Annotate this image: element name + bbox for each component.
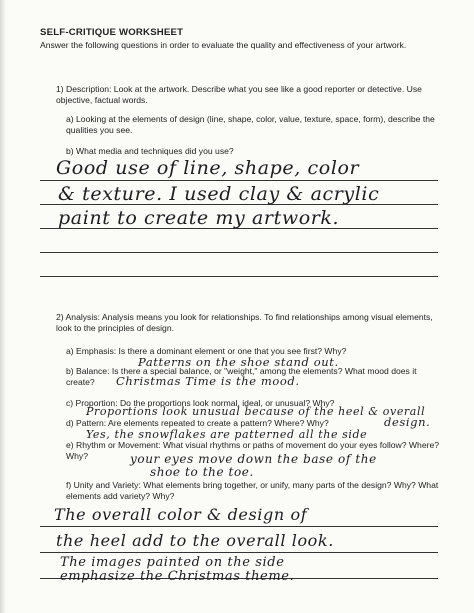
q2-b-answer: Christmas Time is the mood.: [116, 374, 300, 388]
worksheet-intro: Answer the following questions in order to evaluate the quality and effectiveness of your artwork.: [40, 40, 407, 50]
answer-line: [40, 552, 438, 553]
q2-d-answer-2: Yes, the snowflakes are patterned all the side: [86, 428, 368, 441]
q1-prompt: 1) Description: Look at the artwork. Describe what you see like a good reporter or detective. Use objective, factual words.: [56, 84, 422, 105]
q2-b-prompt: b) Balance: Is there a special balance, or "weight," among the elements? What mood does it create?: [66, 366, 417, 387]
q2-c-answer: Proportions look unusual because of the heel & overall: [86, 405, 426, 418]
q2-f-answer-line-4: emphasize the Christmas theme.: [60, 569, 295, 584]
q2-f-answer-line-2: the heel add to the overall look.: [56, 531, 334, 550]
q2-a-prompt: a) Emphasis: Is there a dominant element or one that you see first? Why?: [66, 346, 347, 356]
q1-answer-line-3: paint to create my artwork.: [58, 207, 340, 229]
scan-shadow-edge: [0, 0, 6, 613]
worksheet-title: SELF-CRITIQUE WORKSHEET: [40, 27, 184, 38]
q2-f-answer-line-3: The images painted on the side: [60, 555, 285, 570]
q1-answer-line-1: Good use of line, shape, color: [56, 157, 360, 179]
answer-line: [40, 252, 438, 253]
q1-answer-line-2: & texture. I used clay & acrylic: [58, 183, 380, 205]
q2-e-prompt: e) Rhythm or Movement: What visual rhythms or paths of movement do your eyes follow? Where? Why?: [66, 440, 440, 461]
q2-d-prompt: d) Pattern: Are elements repeated to create a pattern? Where? Why?: [66, 418, 329, 428]
q2-prompt: 2) Analysis: Analysis means you look for relationships. To find relationships among visual elements, look to the principles of design.: [56, 312, 433, 333]
q2-e-answer-1: your eyes move down the base of the: [130, 452, 377, 466]
q2-a-answer: Patterns on the shoe stand out.: [138, 355, 339, 369]
q2-e-answer-2: shoe to the toe.: [150, 465, 254, 479]
answer-line: [40, 276, 438, 277]
q2-f-prompt: f) Unity and Variety: What elements bring together, or unify, many parts of the design? Why? What elements add variety? Why?: [66, 480, 439, 501]
q1-a-prompt: a) Looking at the elements of design (line, shape, color, value, texture, space, form), describe the qualities you see.: [66, 114, 435, 135]
q2-d-answer-1: design.: [384, 415, 431, 429]
answer-line: [40, 526, 438, 527]
q1-b-prompt: b) What media and techniques did you use?: [66, 146, 234, 156]
answer-line: [40, 180, 438, 181]
q2-f-answer-line-1: The overall color & design of: [54, 505, 308, 524]
q2-c-prompt: c) Proportion: Do the proportions look normal, ideal, or unusual? Why?: [66, 398, 335, 408]
